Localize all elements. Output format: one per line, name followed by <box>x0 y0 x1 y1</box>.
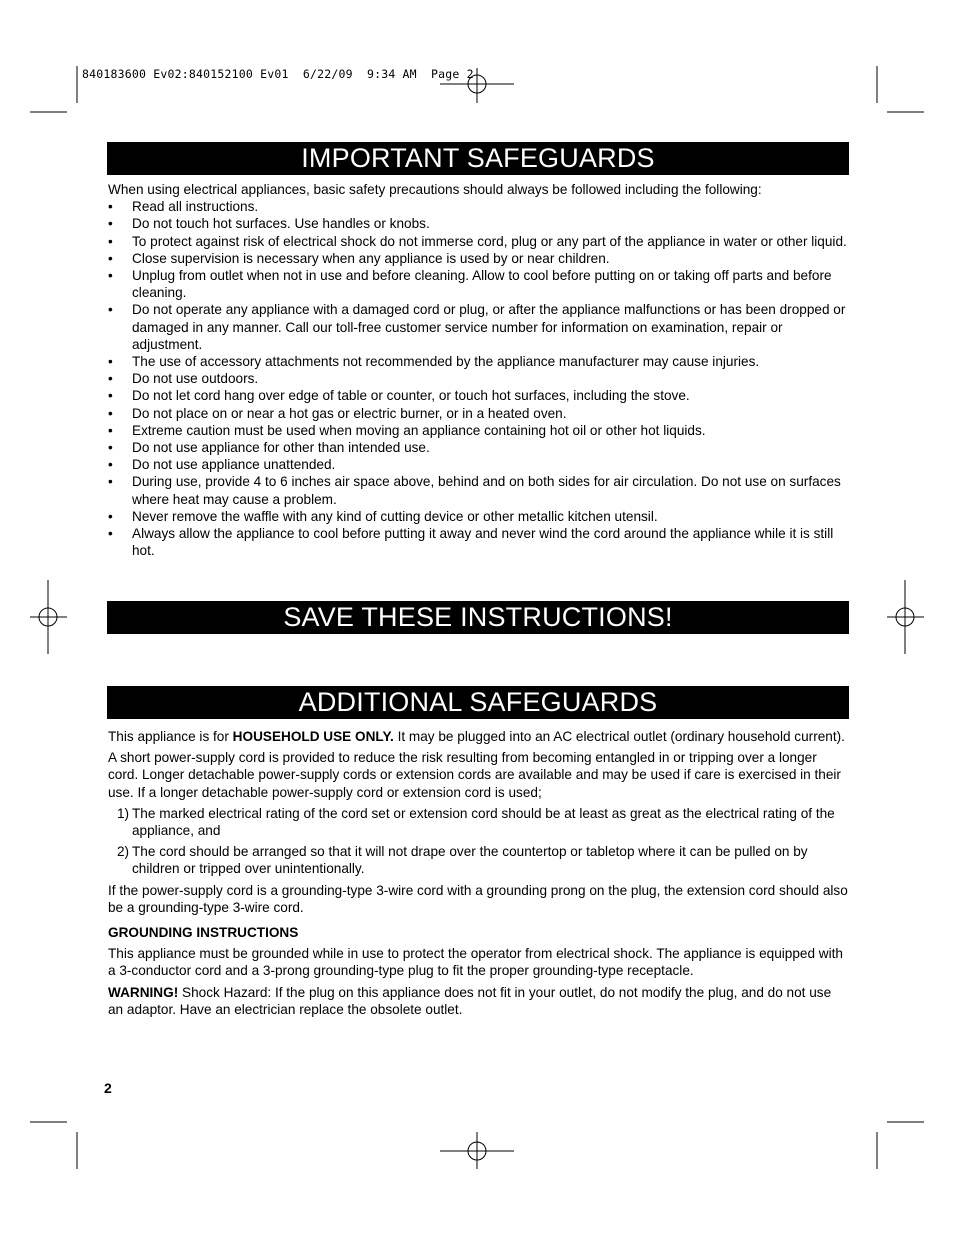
warning-label: WARNING! <box>108 984 179 1000</box>
list-item <box>108 805 848 839</box>
list-number: 2) <box>117 844 130 860</box>
list-item: • Do not use appliance unattended. <box>108 456 848 473</box>
text-span: This appliance is for <box>108 729 233 744</box>
list-item: • Do not place on or near a hot gas or electric burner, or in a heated oven. <box>108 405 848 422</box>
list-item: • Do not let cord hang over edge of table or counter, or touch hot surfaces, including the stove. <box>108 387 848 404</box>
grounding-instructions-paragraph: This appliance must be grounded while in use to protect the operator from electrical shock. The appliance is equipped with a 3-conductor cord and a 3-prong grounding-type plug to fit the proper grounding-type receptacle. <box>108 946 843 979</box>
text-span: It may be plugged into an AC electrical outlet (ordinary household current). <box>393 729 845 744</box>
list-number: 1) <box>117 805 130 821</box>
list-item: • Always allow the appliance to cool before putting it away and never wind the cord around the appliance while it is still hot. <box>108 525 848 559</box>
page-number: 2 <box>104 1080 112 1096</box>
list-item: • Do not operate any appliance with a damaged cord or plug, or after the appliance malfunctions or has been dropped or damaged in any manner. Call our toll-free customer service number for information on examination, repair or adjustment. <box>108 301 848 353</box>
list-item: • Do not use appliance for other than intended use. <box>108 439 848 456</box>
warning-paragraph <box>108 984 848 1018</box>
important-safeguards-section <box>108 181 848 559</box>
important-intro: When using electrical appliances, basic safety precautions should always be followed including the following: <box>108 182 762 197</box>
numbered-list <box>108 805 848 878</box>
list-item: • Close supervision is necessary when any appliance is used by or near children. <box>108 250 848 267</box>
list-item: • Unplug from outlet when not in use and before cleaning. Allow to cool before putting on or taking off parts and before cleaning. <box>108 267 848 301</box>
text-span: Shock Hazard: If the plug on this appliance does not fit in your outlet, do not modify the plug, and do not use an adaptor. Have an electrician replace the obsolete outlet. <box>108 984 832 1017</box>
printer-slug: 840183600 Ev02:840152100 Ev01 6/22/09 9:34 AM Page 2 <box>82 67 474 81</box>
list-item-text: The marked electrical rating of the cord set or extension cord should be at least as great as the electrical rating of the appliance, and <box>132 805 835 839</box>
list-item: • The use of accessory attachments not recommended by the appliance manufacturer may cause injuries. <box>108 353 848 370</box>
save-instructions-title: SAVE THESE INSTRUCTIONS! <box>107 601 849 634</box>
list-item: • Never remove the waffle with any kind of cutting device or other metallic kitchen utensil. <box>108 508 848 525</box>
important-safeguards-title: IMPORTANT SAFEGUARDS <box>107 142 849 175</box>
list-item: • Do not touch hot surfaces. Use handles or knobs. <box>108 215 848 232</box>
grounding-cord-paragraph: If the power-supply cord is a grounding-type 3-wire cord with a grounding prong on the plug, the extension cord should also be a grounding-type 3-wire cord. <box>108 882 848 915</box>
list-item: • Extreme caution must be used when moving an appliance containing hot oil or other hot liquids. <box>108 422 848 439</box>
list-item: • Read all instructions. <box>108 198 848 215</box>
list-item: • During use, provide 4 to 6 inches air space above, behind and on both sides for air circulation. Do not use on surfaces where heat may cause a problem. <box>108 473 848 507</box>
safeguards-list <box>108 198 848 559</box>
household-use-bold: HOUSEHOLD USE ONLY. <box>232 729 394 744</box>
grounding-instructions-heading: GROUNDING INSTRUCTIONS <box>108 925 299 941</box>
additional-safeguards-section <box>108 728 848 1022</box>
list-item-text: The cord should be arranged so that it will not drape over the countertop or tabletop where it can be pulled on by children or tripped over unintentionally. <box>132 844 808 877</box>
list-item <box>108 843 848 877</box>
list-item: • To protect against risk of electrical shock do not immerse cord, plug or any part of the appliance in water or other liquid. <box>108 233 848 250</box>
additional-safeguards-title: ADDITIONAL SAFEGUARDS <box>107 686 849 719</box>
household-use-paragraph <box>108 728 848 745</box>
list-item: • Do not use outdoors. <box>108 370 848 387</box>
short-cord-paragraph: A short power-supply cord is provided to reduce the risk resulting from becoming entangled in or tripping over a longer cord. Longer detachable power-supply cords or extension cords are available and may be used if care is exercised in their use. If a longer detachable power-supply cord or extension cord is used; <box>108 750 841 800</box>
